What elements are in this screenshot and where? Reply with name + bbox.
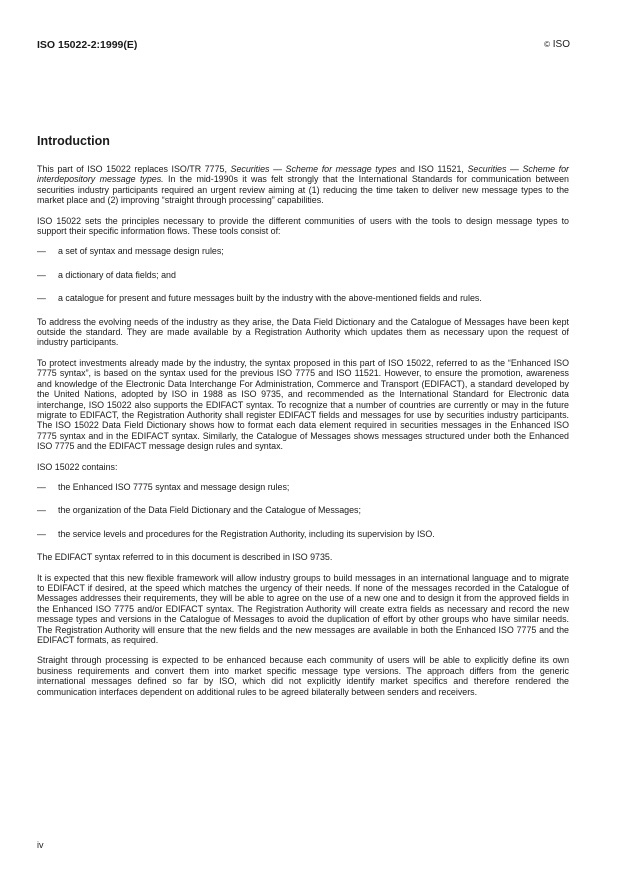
paragraph-1: This part of ISO 15022 replaces ISO/TR 7775, Securities — Scheme for message types and ISO 11521, Securities — Scheme for interdepository message types. In the mid-1990s it was felt strongly that the International Standards for communication between securities industry participants required an urgent review aiming at (1) reducing the time taken to deliver new message types to the market place and (2) improving “straight through processing” capabilities.: [37, 164, 570, 206]
paragraph-2: ISO 15022 sets the principles necessary to provide the different communities of users with the tools to design message types to support their specific information flows. These tools consist of:: [37, 215, 569, 237]
page-number: iv: [37, 840, 44, 850]
paragraph-3: To address the evolving needs of the industry as they arise, the Data Field Dictionary and the Catalogue of Messages have been kept outside the standard. They are made available by a Registration Authority which updates them as necessary upon the request of industry participants.: [37, 316, 569, 348]
list-item: — the service levels and procedures for the Registration Authority, including its supervision by ISO.: [37, 528, 435, 539]
list-item: — the organization of the Data Field Dictionary and the Catalogue of Messages;: [37, 505, 361, 516]
section-title: Introduction: [37, 134, 110, 148]
copyright-notice: [544, 39, 570, 50]
paragraph-6: The EDIFACT syntax referred to in this document is described in ISO 9735.: [37, 552, 333, 563]
list-item: — a set of syntax and message design rules;: [37, 246, 224, 257]
paragraph-5: ISO 15022 contains:: [37, 461, 118, 472]
dash-marker: —: [37, 293, 46, 304]
dash-marker: —: [37, 528, 46, 539]
introduction-section: [37, 134, 569, 707]
dash-marker: —: [37, 269, 46, 280]
paragraph-8: Straight through processing is expected to be enhanced because each community of users will be able to explicitly define its own business requirements and convert them into market specific message type versions. The approach differs from the generic international messages defined so far by ISO, which did not explicitly identify market specifics and therefore rendered the communication interfaces dependent on additional rules to be agreed bilaterally between senders and receivers.: [37, 655, 569, 697]
copyright-org: ISO: [552, 39, 570, 50]
copyright-symbol: ©: [544, 40, 550, 49]
dash-marker: —: [37, 481, 46, 492]
list-item: — the Enhanced ISO 7775 syntax and message design rules;: [37, 481, 290, 492]
paragraph-7: It is expected that this new flexible framework will allow industry groups to build messages in an international language and to migrate to EDIFACT if desired, at the speed which matches the urgency of their needs. If none of the messages recorded in the Catalogue of Messages addresses their requirements, they will be able to agree on the use of a new one and to design it from the approved fields in the Enhanced ISO 7775 and/or EDIFACT syntax. The Registration Authority will create extra fields as necessary and record the new message types and versions in the Catalogue of Messages to avoid the duplication of effort by other groups who have similar needs. The Registration Authority will ensure that the new fields and the new messages are available in both the Enhanced ISO 7775 and the EDIFACT formats, as required.: [37, 572, 569, 645]
list-item: — a dictionary of data fields; and: [37, 269, 176, 280]
dash-marker: —: [37, 505, 46, 516]
dash-marker: —: [37, 246, 46, 257]
paragraph-4: To protect investments already made by the industry, the syntax proposed in this part of ISO 15022, referred to as the “Enhanced ISO 7775 syntax”, is based on the syntax used for the previous ISO 7775 and ISO 11521. However, to ensure the promotion, awareness and knowledge of the Electronic Data Interchange For Administration, Commerce and Transport (EDIFACT), a standard developed by the United Nations, adopted by ISO in 1988 as ISO 9735, and recommended as the International Standard for Electronic data interchange, ISO 15022 also supports the EDIFACT syntax. To recognize that a number of countries are currently or may in the future migrate to EDIFACT, the Registration Authority shall register EDIFACT fields and messages for use by securities industry participants. The ISO 15022 Data Field Dictionary shows how to format each data element required in securities messages in the Enhanced ISO 7775 syntax and in the EDIFACT syntax. Similarly, the Catalogue of Messages shows messages structured under both the Enhanced ISO 7775 and the EDIFACT message design rules and syntax.: [37, 357, 569, 452]
list-item: — a catalogue for present and future messages built by the industry with the above-mentioned fields and rules.: [37, 293, 482, 304]
document-id: ISO 15022-2:1999(E): [37, 39, 138, 51]
